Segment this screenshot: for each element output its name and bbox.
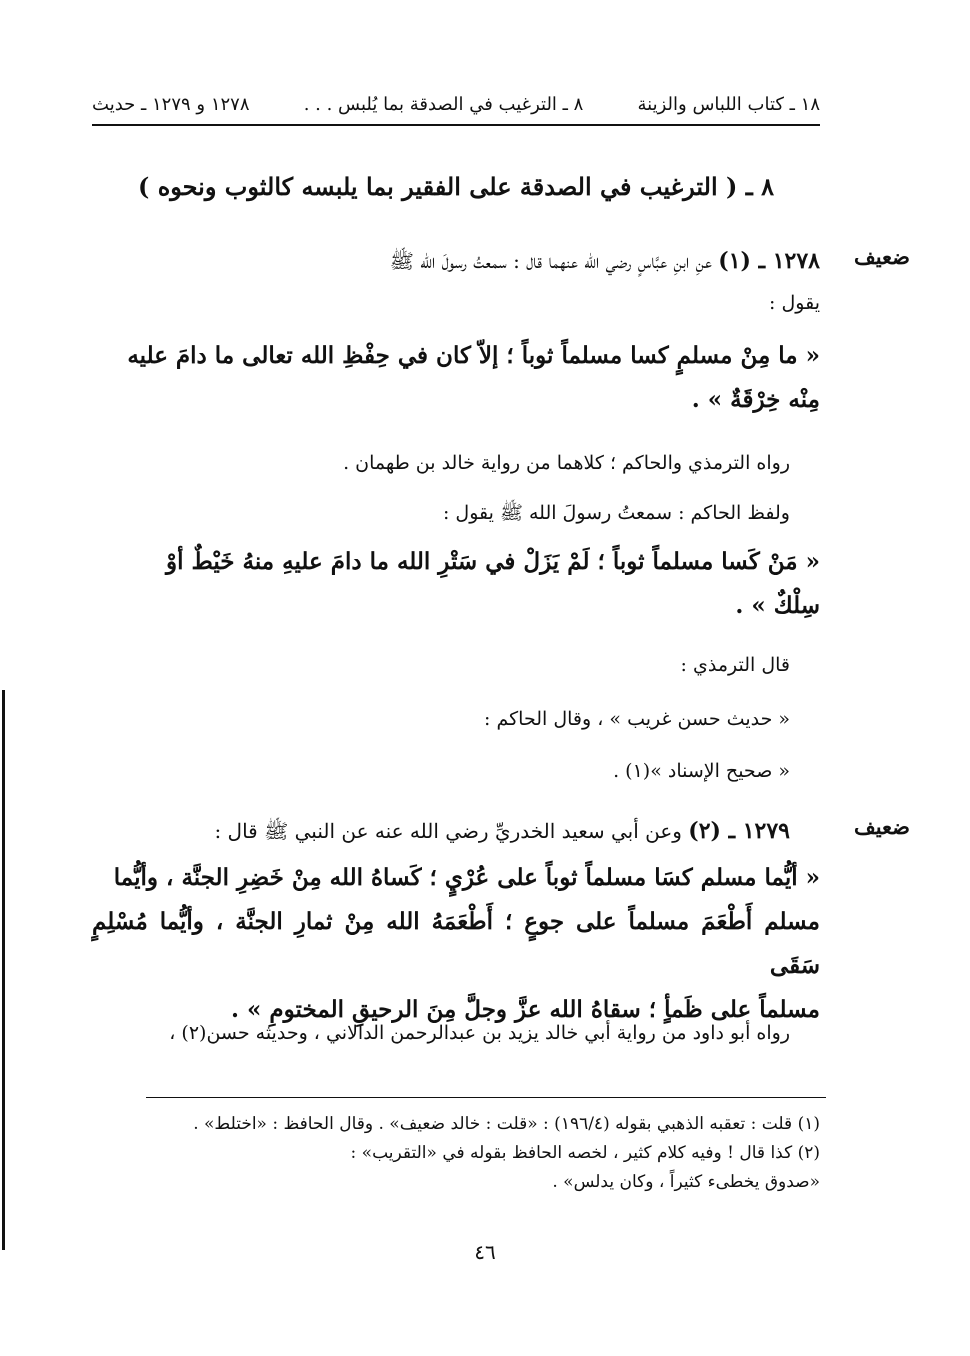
matn-1279: [92, 856, 820, 1032]
variant-matn: [92, 540, 820, 628]
footnote: (٢) كذا قال ! وفيه كلام كثير ، لخصه الحافظ بقوله في «التقريب» :: [350, 1143, 820, 1163]
footnote: «صدوق يخطىء كثيراً ، وكان يدلس» .: [552, 1172, 820, 1192]
takhrij-note: رواه الترمذي والحاكم ؛ كلاهما من رواية خالد بن طهمان .: [343, 452, 790, 474]
matn-line: مِنْه خِرْقَةٌ » .: [691, 386, 820, 413]
header-section: ٨ ـ الترغيب في الصدقة بما يُلبس . . .: [303, 93, 584, 115]
isnad-text: وعن أبي سعيد الخدريِّ رضي الله عنه عن النبي ﷺ قال :: [214, 819, 682, 843]
takhrij-note: رواه أبو داود من رواية أبي خالد يزيد بن عبدالرحمن الدالاني ، وحديثه حسن(٢) ،: [169, 1022, 790, 1044]
section-title: ٨ ـ ( الترغيب في الصدقة على الفقير بما يلبسه كالثوب ونحوه ): [138, 172, 774, 201]
footnote: (١) قلت : تعقبه الذهبي بقوله (١٩٦/٤) : «قلت : خالد ضعيف» . وقال الحافظ : «اختلط» .: [193, 1114, 820, 1134]
isnad-continuation: يقول :: [769, 292, 820, 314]
matn-line: مسلم أَطْعَمَ مسلماً على جوعٍ ؛ أَطْعَمَهُ الله مِنْ ثمارِ الجنَّة ، وأيُّما مُسْلِمٍ سَقَى: [92, 908, 820, 979]
matn-line: « ما مِنْ مسلمٍ كسا مسلماً ثوباً ؛ إلاّ كان في حِفْظِ الله تعالى ما دامَ عليه: [127, 342, 820, 369]
closing-line: « حديث حسن غريب » ، وقال الحاكم :: [484, 708, 790, 730]
matn-line: « مَنْ كَسا مسلماً ثوباً ؛ لَمْ يَزَلْ في سَتْرِ الله ما دامَ عليهِ منهُ خَيْطٌ أوْ: [166, 548, 820, 575]
scan-edge-mark: [2, 690, 5, 1250]
header-chapter: ١٨ ـ كتاب اللباس والزينة: [637, 93, 820, 115]
footnotes: [92, 1110, 820, 1197]
running-header: [92, 88, 820, 120]
header-divider: [92, 124, 820, 126]
hadith-number: ١٢٧٨ ـ (١): [718, 248, 820, 274]
page-number: ٤٦: [474, 1240, 496, 1264]
grade-label-1278: ضعيف: [853, 244, 910, 269]
closing-line: قال الترمذي :: [680, 654, 790, 676]
matn-line: سِلْكٌ » .: [735, 592, 820, 619]
header-hadith-range: ١٢٧٨ و ١٢٧٩ ـ حديث: [92, 93, 250, 115]
matn-1278: [92, 334, 820, 422]
isnad-1278: [92, 246, 820, 276]
grade-label-1279: ضعيف: [853, 814, 910, 839]
hadith-number: ١٢٧٩ ـ (٢): [688, 818, 790, 844]
matn-line: مسلماً على ظَمأٍ ؛ سقاهُ الله عزَّ وجلَّ مِنَ الرحيقِ المختومِ » .: [231, 996, 820, 1023]
variant-intro: ولفظ الحاكم : سمعتُ رسولَ الله ﷺ يقول :: [442, 502, 790, 524]
isnad-text: عنِ ابنِ عبَّاسٍ رضي الله عنهما قال : سمعتُ رسولَ الله ﷺ: [389, 249, 712, 273]
closing-line: « صحيح الإسناد »(١) .: [613, 760, 790, 782]
footnote-divider: [146, 1097, 826, 1098]
matn-line: « أيُّما مسلم كسَا مسلماً ثوباً على عُرْيٍ ؛ كَساهُ الله مِنْ خَضِرِ الجنَّة ، وأيُّما: [113, 864, 820, 891]
isnad-1279: [92, 816, 790, 846]
